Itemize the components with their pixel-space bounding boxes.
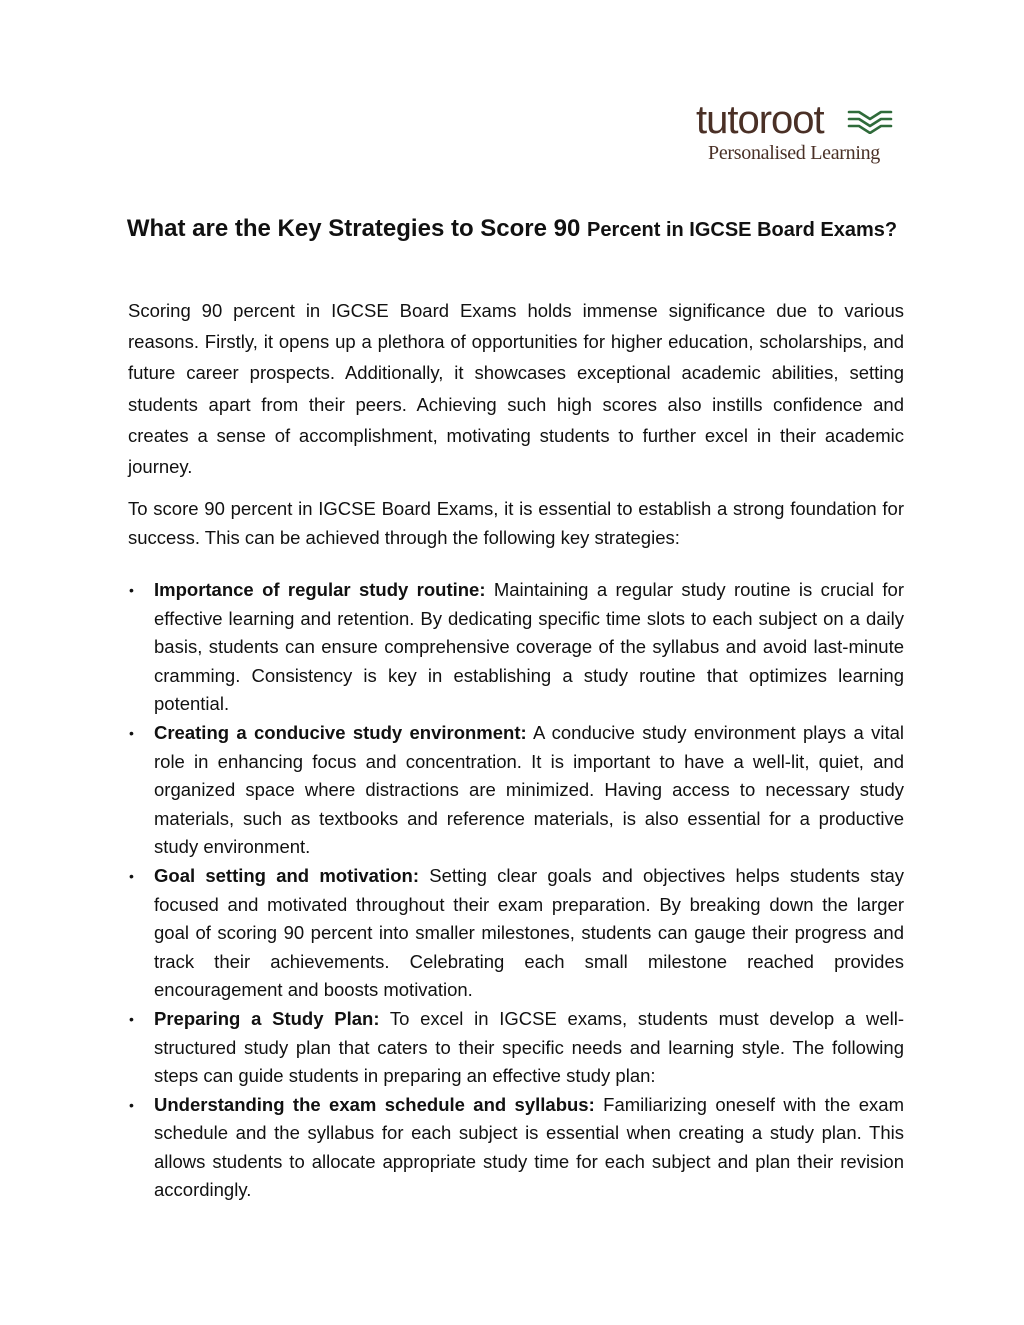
page-title — [120, 212, 904, 249]
list-item — [128, 862, 904, 1005]
list-item-text: A conducive study environment plays a vital role in enhancing focus and concentration. It is important to have a well-lit, quiet, and organized space where distractions are minimized. Having access to necessary study materials, such as textbooks and reference materials, is also essential for a productive study environment. — [154, 721, 904, 858]
title-part-1: What are the Key Strategies to Score 90 — [126, 215, 588, 242]
list-item-heading: Importance of regular study routine: — [154, 579, 486, 600]
list-item-heading: Understanding the exam schedule and syllabus: — [154, 1093, 595, 1115]
tutoroot-logo — [690, 100, 910, 170]
list-item-heading: Creating a conducive study environment: — [154, 721, 527, 743]
logo-wordmark: tutoroot — [696, 98, 824, 142]
list-item — [128, 1005, 904, 1091]
strategies-list — [128, 576, 904, 1205]
open-book-icon — [847, 108, 893, 134]
bullet-marker: • — [129, 1010, 134, 1027]
logo-tagline: Personalised Learning — [708, 142, 880, 164]
list-item-heading: Goal setting and motivation: — [154, 864, 420, 886]
list-item-heading: Preparing a Study Plan: — [154, 1007, 380, 1029]
list-item-text: To excel in IGCSE exams, students must develop a well-structured study plan that caters to their specific needs and learning style. The following steps can guide students in preparing an effective study plan: — [154, 1007, 904, 1087]
list-item-text: Familiarizing oneself with the exam schedule and the syllabus for each subject is essential when creating a study plan. This allows students to allocate appropriate study time for each subject and plan their revision accordingly. — [154, 1093, 904, 1201]
intro-paragraph: Scoring 90 percent in IGCSE Board Exams holds immense significance due to various reasons. Firstly, it opens up a plethora of opportunities for higher education, scholarships, and future career prospects. Additionally, it showcases exceptional academic abilities, setting students apart from their peers. Achieving such high scores also instills confidence and creates a sense of accomplishment, motivating students to further excel in their academic journey. — [128, 300, 904, 478]
list-item-text: Setting clear goals and objectives helps students stay focused and motivated throughout their exam preparation. By breaking down the larger goal of scoring 90 percent into smaller milestones, students can gauge their progress and track their achievements. Celebrating each small milestone reached provides encouragement and boosts motivation. — [154, 864, 904, 1001]
bullet-marker: • — [129, 867, 134, 884]
bullet-marker: • — [129, 582, 134, 598]
list-item — [128, 719, 904, 862]
list-item-text: Maintaining a regular study routine is crucial for effective learning and retention. By dedicating specific time slots to each subject on a daily basis, students can ensure comprehensive coverage of the syllabus and avoid last-minute cramming. Consistency is key in establishing a study routine that optimizes learning potential. — [154, 579, 904, 715]
title-part-2: Percent in IGCSE Board Exams? — [587, 219, 898, 241]
bullet-marker: • — [129, 1096, 134, 1113]
strategies-intro-paragraph: To score 90 percent in IGCSE Board Exams, it is essential to establish a strong foundation for success. This can be achieved through the following key strategies: — [128, 498, 904, 548]
bullet-marker: • — [129, 724, 134, 741]
list-item — [128, 1091, 904, 1205]
list-item — [128, 576, 904, 719]
